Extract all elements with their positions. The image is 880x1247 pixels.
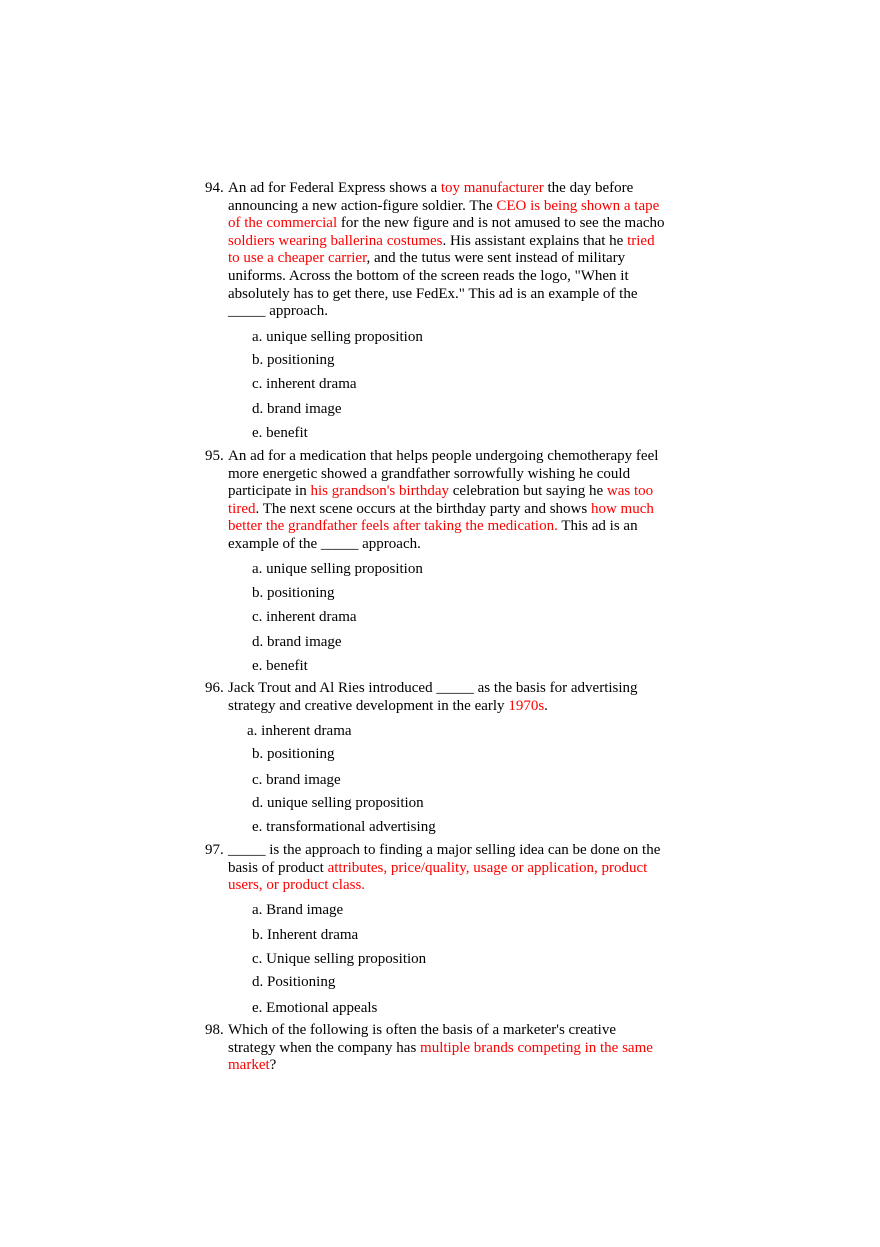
question-stem: _____ is the approach to finding a major selling idea can be done on the basis of product attributes, price/quality, usage or application, product users, or product class. bbox=[228, 842, 661, 894]
question-95 bbox=[205, 448, 665, 554]
option-96-e: e. transformational advertising bbox=[252, 819, 436, 835]
question-number: 96. bbox=[205, 680, 224, 696]
question-number: 94. bbox=[205, 180, 224, 196]
option-94-d: d. brand image bbox=[252, 401, 342, 417]
option-94-e: e. benefit bbox=[252, 425, 308, 441]
question-number: 95. bbox=[205, 448, 224, 464]
question-stem: An ad for Federal Express shows a toy manufacturer the day before announcing a new action-figure soldier. The CEO is being shown a tape of the commercial for the new figure and is not amused to see the macho soldiers wearing ballerina costumes. His assistant explains that he tried to use a cheaper carrier, and the tutus were sent instead of military uniforms. Across the bottom of the screen reads the logo, "When it absolutely has to get there, use FedEx." This ad is an example of the _____ approach. bbox=[228, 180, 665, 320]
option-94-c: c. inherent drama bbox=[252, 376, 357, 392]
option-96-b: b. positioning bbox=[252, 746, 335, 762]
option-97-a: a. Brand image bbox=[252, 902, 344, 918]
option-96-d: d. unique selling proposition bbox=[252, 795, 424, 811]
option-97-c: c. Unique selling proposition bbox=[252, 951, 427, 967]
question-stem: Which of the following is often the basis of a marketer's creative strategy when the company has multiple brands competing in the same market? bbox=[228, 1022, 653, 1074]
question-96 bbox=[205, 680, 665, 715]
question-97 bbox=[205, 842, 665, 895]
option-95-b: b. positioning bbox=[252, 585, 335, 601]
option-97-d: d. Positioning bbox=[252, 974, 336, 990]
question-number: 97. bbox=[205, 842, 224, 858]
option-95-e: e. benefit bbox=[252, 658, 308, 674]
option-95-c: c. inherent drama bbox=[252, 609, 357, 625]
question-stem: An ad for a medication that helps people undergoing chemotherapy feel more energetic showed a grandfather sorrowfully wishing he could participate in his grandson's birthday celebration but saying he was too tired. The next scene occurs at the birthday party and shows how much better the grandfather feels after taking the medication. This ad is an example of the _____ approach. bbox=[228, 448, 659, 552]
option-96-a: a. inherent drama bbox=[247, 723, 352, 739]
option-97-b: b. Inherent drama bbox=[252, 927, 359, 943]
question-stem: Jack Trout and Al Ries introduced _____ as the basis for advertising strategy and creative development in the early 1970s. bbox=[228, 680, 638, 714]
option-95-a: a. unique selling proposition bbox=[252, 561, 423, 577]
option-95-d: d. brand image bbox=[252, 634, 342, 650]
question-number: 98. bbox=[205, 1022, 224, 1038]
question-94 bbox=[205, 180, 665, 321]
option-96-c: c. brand image bbox=[252, 772, 341, 788]
question-98 bbox=[205, 1022, 665, 1075]
option-94-b: b. positioning bbox=[252, 352, 335, 368]
option-97-e: e. Emotional appeals bbox=[252, 1000, 378, 1016]
option-94-a: a. unique selling proposition bbox=[252, 329, 423, 345]
